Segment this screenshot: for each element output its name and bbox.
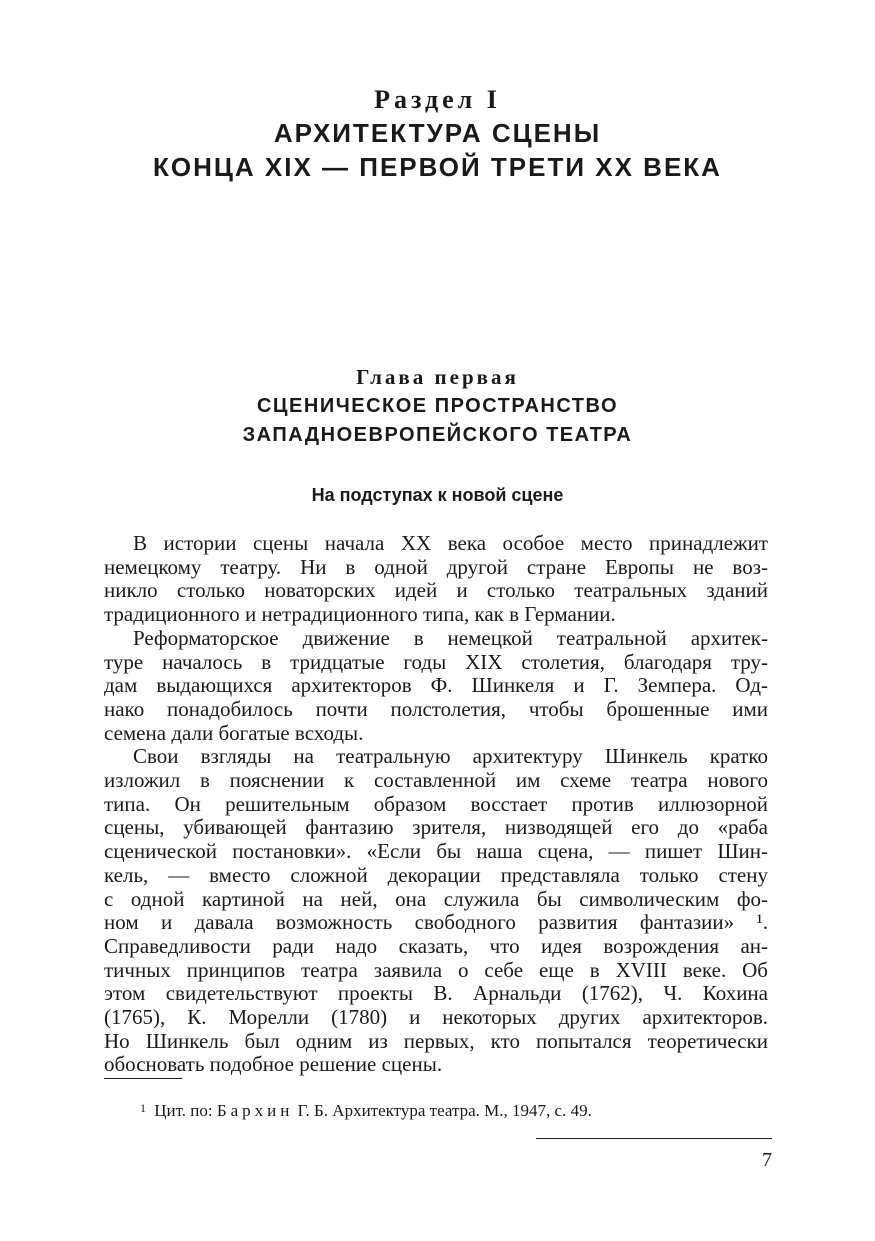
body-line: Но Шинкель был одним из первых, кто попытался теоретически — [104, 1028, 768, 1053]
body-line: сцены, убивающей фантазию зрителя, низводящей его до «раба — [104, 815, 768, 840]
body-line: нако понадобилось почти полстолетия, чтобы брошенные ими — [104, 696, 768, 721]
body-line: типа. Он решительным образом восстает против иллюзорной — [104, 791, 768, 816]
section-title-line: АРХИТЕКТУРА СЦЕНЫ — [273, 118, 602, 148]
footnote-prefix: Цит. по: — [154, 1101, 213, 1120]
body-line: Реформаторское движение в немецкой театральной архитек- — [133, 625, 768, 650]
section-title-line: КОНЦА XIX — ПЕРВОЙ ТРЕТИ XX ВЕКА — [153, 152, 722, 182]
section-label: Раздел I — [374, 85, 501, 114]
chapter-label: Глава первая — [356, 365, 519, 389]
body-line: ном и давала возможность свободного развития фантазии» ¹. — [104, 910, 768, 935]
body-line: этом свидетельствуют проекты В. Арнальди (1762), Ч. Кохина — [104, 981, 768, 1006]
footnote-marker: 1 — [140, 1101, 146, 1115]
body-line: обосновать подобное решение сцены. — [104, 1052, 443, 1077]
chapter-title-line: СЦЕНИЧЕСКОЕ ПРОСТРАНСТВО — [256, 395, 618, 417]
body-line: В истории сцены начала XX века особое место принадлежит — [133, 531, 768, 555]
body-line: никло столько новаторских идей и столько театральных зданий — [104, 578, 768, 603]
body-text — [104, 532, 768, 1077]
body-line: Свои взгляды на театральную архитектуру Шинкель кратко — [133, 744, 768, 769]
body-line: тичных принципов театра заявила о себе еще в XVIII веке. Об — [104, 957, 768, 982]
footnote-divider — [104, 1078, 182, 1079]
subsection-title: На подступах к новой сцене — [311, 485, 564, 505]
body-line: изложил в пояснении к составленной им схеме театра нового — [104, 768, 768, 793]
body-line: с одной картиной на ней, она служила бы символическим фо- — [104, 886, 768, 911]
footnote — [140, 1097, 780, 1122]
section-heading — [0, 84, 875, 184]
footnote-citation: Г. Б. Архитектура театра. М., 1947, с. 49. — [297, 1101, 592, 1120]
footnote-author: Бархин — [216, 1101, 294, 1120]
body-line: сценической постановки». «Если бы наша сцена, — пишет Шин- — [104, 839, 768, 864]
body-line: традиционного и нетрадиционного типа, как в Германии. — [104, 602, 616, 627]
chapter-heading — [0, 362, 875, 450]
body-line: кель, — вместо сложной декорации представляла только стену — [104, 862, 768, 887]
body-line: туре началось в тридцатые годы XIX столетия, благодаря тру- — [104, 649, 768, 674]
page-number: 7 — [762, 1149, 772, 1171]
chapter-title-line: ЗАПАДНОЕВРОПЕЙСКОГО ТЕАТРА — [242, 424, 633, 446]
body-line: дам выдающихся архитекторов Ф. Шинкеля и Г. Земпера. Од- — [104, 673, 768, 698]
body-line: Справедливости ради надо сказать, что идея возрождения ан- — [104, 933, 768, 958]
page-number-divider — [536, 1138, 772, 1139]
body-line: семена дали богатые всходы. — [104, 720, 364, 745]
body-line: (1765), К. Морелли (1780) и некоторых других архитекторов. — [104, 1005, 768, 1030]
body-line: немецкому театру. Ни в одной другой стране Европы не воз- — [104, 554, 768, 579]
